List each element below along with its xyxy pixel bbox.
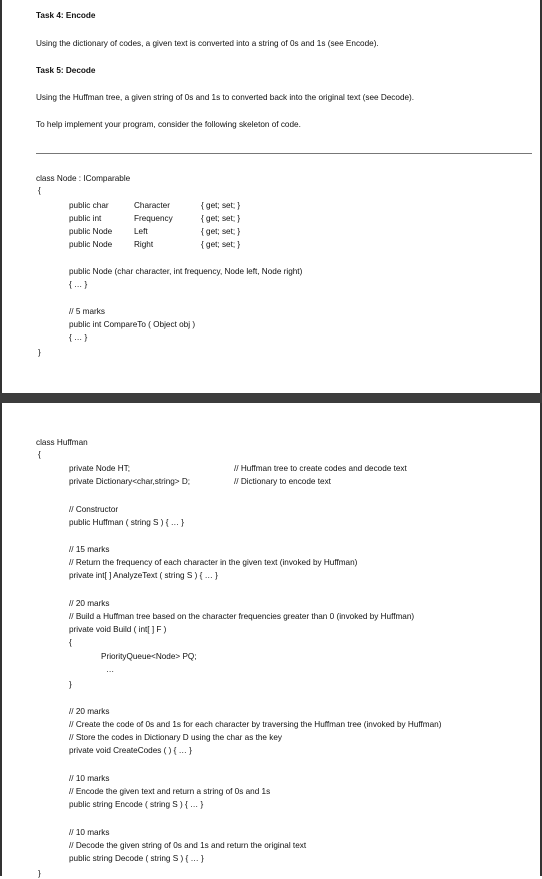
huffman-field-d: private Dictionary<char,string> D; xyxy=(69,477,191,486)
analyze-sig: private int[ ] AnalyzeText ( string S ) { … } xyxy=(69,571,218,580)
codes-marks: // 20 marks xyxy=(69,707,110,716)
task5-heading: Task 5: Decode xyxy=(36,66,96,75)
intro-text: To help implement your program, consider the following skeleton of code. xyxy=(36,120,301,129)
build-close-brace: } xyxy=(69,680,72,689)
huffman-field-ht: private Node HT; xyxy=(69,464,130,473)
node-ctor-body: { … } xyxy=(69,280,88,289)
node-prop-name: Left xyxy=(134,227,148,236)
huffman-ctor-comment: // Constructor xyxy=(69,505,119,514)
build-priority-queue: PriorityQueue<Node> PQ; xyxy=(101,652,197,661)
node-prop-accessor: { get; set; } xyxy=(201,227,241,236)
horizontal-rule xyxy=(36,153,532,154)
node-prop-type: public int xyxy=(69,214,102,223)
huffman-class-decl: class Huffman xyxy=(36,438,88,447)
node-prop-name: Character xyxy=(134,201,170,210)
decode-marks: // 10 marks xyxy=(69,828,110,837)
decode-sig: public string Decode ( string S ) { … } xyxy=(69,854,204,863)
node-prop-accessor: { get; set; } xyxy=(201,214,241,223)
huffman-ctor-sig: public Huffman ( string S ) { … } xyxy=(69,518,184,527)
huffman-close-brace: } xyxy=(38,869,41,878)
node-prop-accessor: { get; set; } xyxy=(201,201,241,210)
node-close-brace: } xyxy=(38,348,41,357)
codes-comment-2: // Store the codes in Dictionary D using the char as the key xyxy=(69,733,282,742)
build-open-brace: { xyxy=(69,638,72,647)
node-open-brace: { xyxy=(38,186,41,195)
encode-sig: public string Encode ( string S ) { … } xyxy=(69,800,204,809)
build-sig: private void Build ( int[ ] F ) xyxy=(69,625,167,634)
huffman-open-brace: { xyxy=(38,450,41,459)
node-class-decl: class Node : IComparable xyxy=(36,174,131,183)
task4-text: Using the dictionary of codes, a given text is converted into a string of 0s and 1s (see Encode). xyxy=(36,39,379,48)
node-compare-marks: // 5 marks xyxy=(69,307,105,316)
analyze-comment: // Return the frequency of each character in the given text (invoked by Huffman) xyxy=(69,558,358,567)
codes-comment-1: // Create the code of 0s and 1s for each character by traversing the Huffman tree (invoked by Huffman) xyxy=(69,720,442,729)
huffman-field-ht-comment: // Huffman tree to create codes and decode text xyxy=(234,464,407,473)
build-marks: // 20 marks xyxy=(69,599,110,608)
encode-comment: // Encode the given text and return a string of 0s and 1s xyxy=(69,787,271,796)
encode-marks: // 10 marks xyxy=(69,774,110,783)
node-ctor-sig: public Node (char character, int frequency, Node left, Node right) xyxy=(69,267,303,276)
node-compare-sig: public int CompareTo ( Object obj ) xyxy=(69,320,196,329)
node-prop-type: public char xyxy=(69,201,109,210)
node-prop-type: public Node xyxy=(69,240,113,249)
build-comment: // Build a Huffman tree based on the character frequencies greater than 0 (invoked by Huffman) xyxy=(69,612,415,621)
page-1 xyxy=(0,0,542,393)
page-2 xyxy=(0,403,542,876)
node-prop-name: Frequency xyxy=(134,214,173,223)
task4-heading: Task 4: Encode xyxy=(36,11,96,20)
node-prop-name: Right xyxy=(134,240,154,249)
huffman-field-d-comment: // Dictionary to encode text xyxy=(234,477,331,486)
page-separator xyxy=(0,393,542,403)
decode-comment: // Decode the given string of 0s and 1s and return the original text xyxy=(69,841,307,850)
node-prop-type: public Node xyxy=(69,227,113,236)
node-compare-body: { … } xyxy=(69,333,88,342)
analyze-marks: // 15 marks xyxy=(69,545,110,554)
task5-text: Using the Huffman tree, a given string of 0s and 1s to converted back into the original text (see Decode). xyxy=(36,93,415,102)
codes-sig: private void CreateCodes ( ) { … } xyxy=(69,746,192,755)
build-ellipsis: … xyxy=(106,665,115,674)
node-prop-accessor: { get; set; } xyxy=(201,240,241,249)
